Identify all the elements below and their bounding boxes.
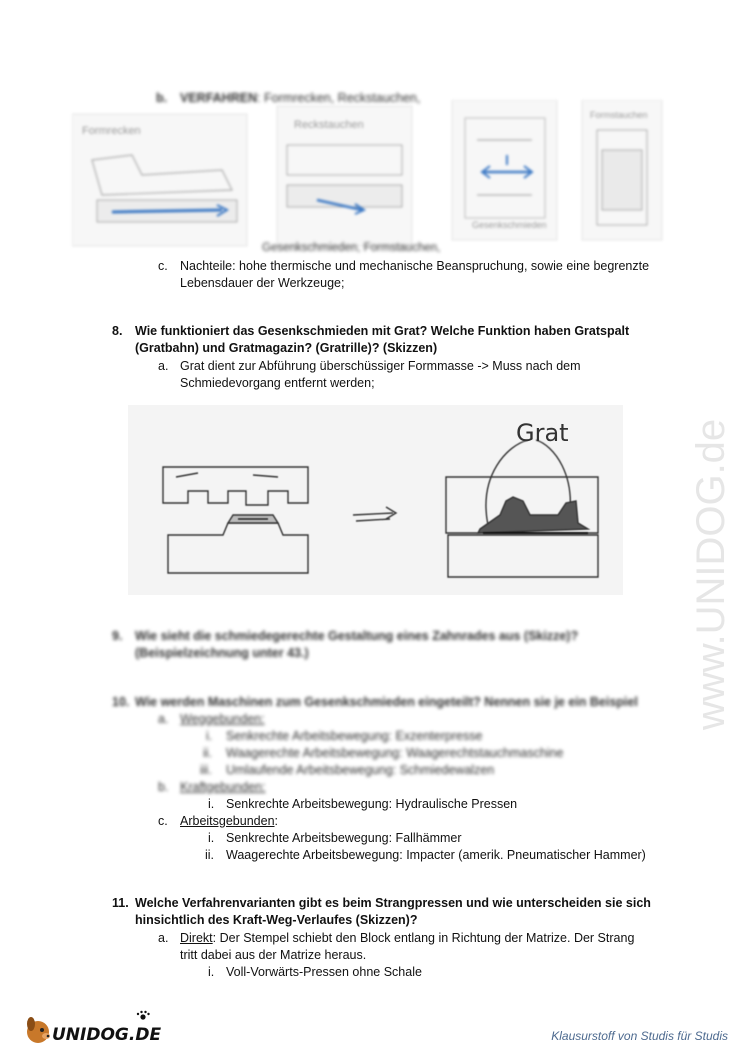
q8-line2: (Gratbahn) und Gratmagazin? (Gratrille)? (Skizzen) bbox=[135, 341, 438, 355]
q10-c-colon: : bbox=[274, 814, 279, 828]
watermark-text: www.UNIDOG.de bbox=[689, 418, 733, 730]
q10-b-marker: b. bbox=[158, 780, 169, 794]
dog-icon bbox=[27, 1017, 50, 1043]
q8-a-marker: a. bbox=[158, 359, 169, 373]
unidog-logo bbox=[22, 1008, 162, 1048]
q10-b-i-text: Senkrechte Arbeitsbewegung: Hydraulische Pressen bbox=[226, 797, 518, 811]
q10-a-iii-text: Umlaufende Arbeitsbewegung: Schmiedewalzen bbox=[226, 763, 495, 777]
q8-a-line2: Schmiedevorgang entfernt werden; bbox=[180, 376, 375, 390]
q10-c-marker: c. bbox=[158, 814, 168, 828]
sketch-caption: Gesenkschmieden, Formstauchen, bbox=[262, 242, 441, 254]
q8-line1: Wie funktioniert das Gesenkschmieden mit Grat? Welche Funktion haben Gratspalt bbox=[135, 324, 630, 338]
item-b-rest: Formrecken, Reckstauchen, bbox=[264, 91, 421, 105]
q9-line2: (Beispielzeichnung unter 43.) bbox=[135, 646, 309, 660]
item-b-text: VERFAHREN: Formrecken, Reckstauchen, bbox=[180, 91, 421, 105]
q11-a-line2: tritt dabei aus der Matrize heraus. bbox=[180, 948, 367, 962]
item-b-label: VERFAHREN bbox=[180, 91, 258, 105]
q10-number: 10. bbox=[112, 695, 130, 709]
q11-line1: Welche Verfahrenvarianten gibt es beim Strangpressen und wie unterscheiden sie sich bbox=[135, 896, 651, 910]
q10-a-ii-marker: ii. bbox=[203, 746, 213, 760]
sketch-label-1: Formrecken bbox=[82, 125, 141, 137]
q10-a-iii-marker: iii. bbox=[200, 763, 212, 777]
q11-a-line1 bbox=[180, 930, 634, 947]
q10-line1: Wie werden Maschinen zum Gesenkschmieden eingeteilt? Nennen sie je ein Beispiel bbox=[135, 695, 638, 709]
sketch-formrecken bbox=[72, 114, 247, 246]
q10-c-ii-text: Waagerechte Arbeitsbewegung: Impacter (amerik. Pneumatischer Hammer) bbox=[226, 848, 646, 862]
q11-a-i-marker: i. bbox=[208, 965, 215, 979]
q9-line1: Wie sieht die schmiedegerechte Gestaltung eines Zahnrades aus (Skizze)? bbox=[135, 629, 579, 643]
grat-label: Grat bbox=[516, 419, 569, 447]
q10-b-label: Kraftgebunden: bbox=[180, 780, 266, 794]
sketch-formstauchen bbox=[582, 100, 662, 240]
q11-line2: hinsichtlich des Kraft-Weg-Verlaufes (Skizzen)? bbox=[135, 913, 418, 927]
watermark bbox=[662, 280, 750, 740]
sketch-label-2: Reckstauchen bbox=[294, 119, 364, 131]
q11-a-line1-rest: : Der Stempel schiebt den Block entlang in Richtung der Matrize. Der Strang bbox=[212, 931, 635, 945]
q10-a-marker: a. bbox=[158, 712, 169, 726]
sketch-reckstauchen bbox=[277, 106, 412, 246]
q10-c-i-marker: i. bbox=[208, 831, 215, 845]
q10-c-ii-marker: ii. bbox=[205, 848, 215, 862]
q10-a-i-text: Senkrechte Arbeitsbewegung: Exzenterpresse bbox=[226, 729, 483, 743]
q10-a-label: Weggebunden: bbox=[180, 712, 265, 726]
grat-sketch bbox=[128, 405, 623, 595]
q10-c-i-text: Senkrechte Arbeitsbewegung: Fallhämmer bbox=[226, 831, 462, 845]
q11-number: 11. bbox=[112, 896, 129, 910]
item-c-line1: Nachteile: hohe thermische und mechanische Beanspruchung, sowie eine begrenzte bbox=[180, 259, 650, 273]
sketch-label-4: Formstauchen bbox=[590, 110, 648, 120]
q10-c-label: Arbeitsgebunden bbox=[180, 814, 275, 828]
q10-a-ii-text: Waagerechte Arbeitsbewegung: Waagerechtstauchmaschine bbox=[226, 746, 564, 760]
logo-text: UNIDOG.DE bbox=[52, 1025, 162, 1045]
q10-c-label-wrap bbox=[180, 813, 278, 830]
item-b-marker: b. bbox=[156, 91, 168, 105]
q8-number: 8. bbox=[112, 324, 123, 338]
q10-a-i-marker: i. bbox=[206, 729, 213, 743]
q8-a-line1: Grat dient zur Abführung überschüssiger Formmasse -> Muss nach dem bbox=[180, 359, 581, 373]
sketch-label-3: Gesenkschmieden bbox=[472, 220, 547, 230]
process-sketches bbox=[72, 100, 667, 250]
q11-a-marker: a. bbox=[158, 931, 169, 945]
q11-a-i-text: Voll-Vorwärts-Pressen ohne Schale bbox=[226, 965, 422, 979]
item-c-line2: Lebensdauer der Werkzeuge; bbox=[180, 276, 345, 290]
footer-note: Klausurstoff von Studis für Studis bbox=[551, 1029, 728, 1043]
q11-a-label: Direkt bbox=[180, 931, 213, 945]
sketch-gesenkschmieden bbox=[452, 100, 557, 240]
item-c-marker: c. bbox=[158, 259, 168, 273]
q9-number: 9. bbox=[112, 629, 123, 643]
paw-icon bbox=[137, 1011, 150, 1020]
q10-b-i-marker: i. bbox=[208, 797, 215, 811]
